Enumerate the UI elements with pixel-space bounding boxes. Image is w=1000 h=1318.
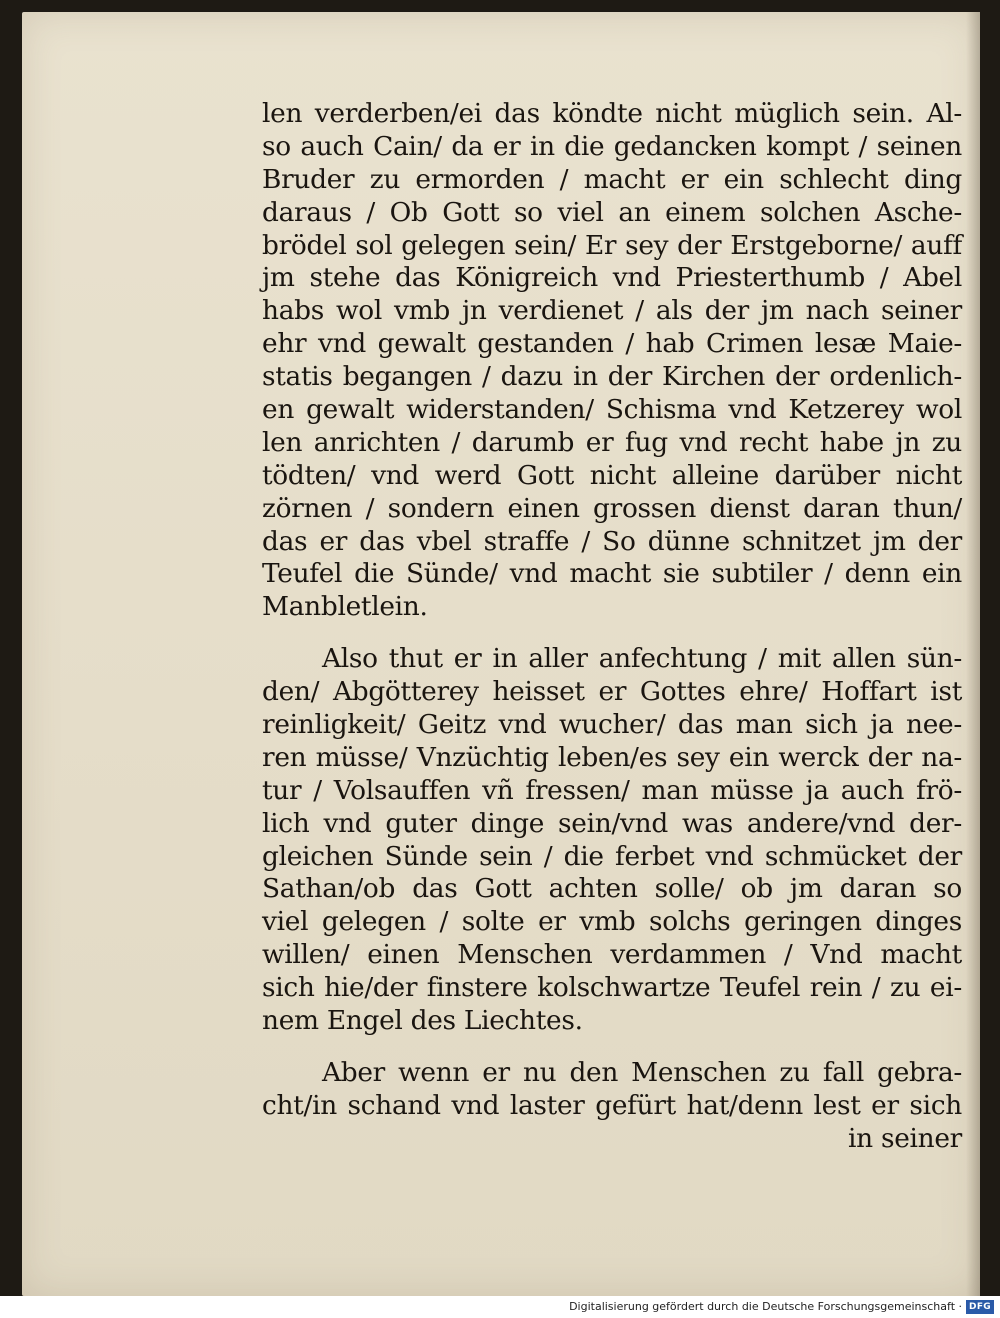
text-line: Aber wenn er nu den Menschen zu fall gebra- [322,1056,962,1088]
text-line: nem Engel des Liechtes. [262,1005,583,1037]
text-line: daraus / Ob Gott so viel an einem solchen Asche- [262,196,962,228]
text-line: den/ Abgötterey heisset er Gottes ehre/ Hoffart ist [262,676,962,708]
page-edge-shadow [966,12,980,1296]
book-page [22,12,980,1296]
text-line: viel gelegen / solte er vmb solchs geringen dinges [262,906,962,938]
text-line: tur / Volsauffen vñ fressen/ man müsse ja auch frö- [262,774,962,806]
text-line: ehr vnd gewalt gestanden / hab Crimen lesæ Maie- [262,328,962,360]
paragraph-gap [262,1038,962,1057]
text-line: statis begangen / dazu in der Kirchen der ordenlich- [262,361,962,393]
text-line: habs wol vmb jn verdienet / als der jm nach seiner [262,295,962,327]
footer-bar [0,1296,1000,1318]
body-text [262,98,962,1156]
text-line: Sathan/ob das Gott achten solle/ ob jm daran so [262,873,962,905]
text-line: brödel sol gelegen sein/ Er sey der Erstgeborne/ auff [262,229,962,261]
text-line: Bruder zu ermorden / macht er ein schlecht ding [262,163,962,195]
text-line: willen/ einen Menschen verdammen / Vnd macht [262,939,962,971]
text-line: sich hie/der finstere kolschwartze Teufel rein / zu ei- [262,972,962,1004]
dfg-logo-icon: DFG [966,1300,994,1314]
text-line: Manbletlein. [262,591,428,623]
text-line: reinligkeit/ Geitz vnd wucher/ das man sich ja nee- [262,709,962,741]
text-line: ren müsse/ Vnzüchtig leben/es sey ein werck der na- [262,741,962,773]
catchword: in seiner [848,1122,962,1154]
text-line: so auch Cain/ da er in die gedancken kompt / seinen [262,130,962,162]
text-line: tödten/ vnd werd Gott nicht alleine darüber nicht [262,459,962,491]
text-line: len verderben/ei das köndte nicht müglich sein. Al- [262,98,962,129]
text-line: len anrichten / darumb er fug vnd recht habe jn zu [262,426,962,458]
text-line: jm stehe das Königreich vnd Priesterthumb / Abel [262,262,962,294]
text-line: en gewalt widerstanden/ Schisma vnd Ketzerey wol [262,394,962,426]
digitization-credit: Digitalisierung gefördert durch die Deutsche Forschungsgemeinschaft · [569,1300,962,1313]
text-line: das er das vbel straffe / So dünne schnitzet jm der [262,525,962,557]
text-line: lich vnd guter dinge sein/vnd was andere/vnd der- [262,807,962,839]
paragraph-gap [262,624,962,643]
text-line: gleichen Sünde sein / die ferbet vnd schmücket der [262,840,962,872]
text-line: Also thut er in aller anfechtung / mit allen sün- [322,643,962,675]
text-line: Teufel die Sünde/ vnd macht sie subtiler / denn ein [262,558,962,590]
text-line: zörnen / sondern einen grossen dienst daran thun/ [262,492,962,524]
text-line: cht/in schand vnd laster gefürt hat/denn lest er sich [262,1089,962,1121]
